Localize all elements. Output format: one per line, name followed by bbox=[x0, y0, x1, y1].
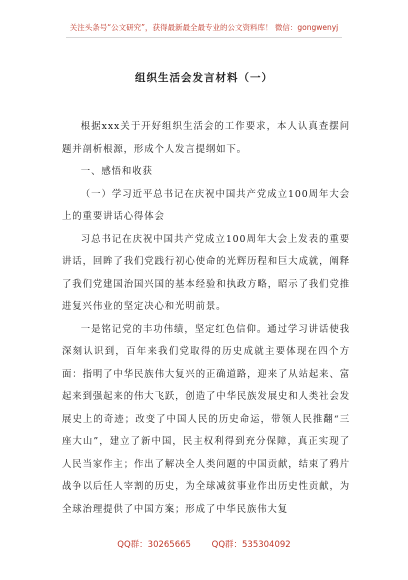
subsection-heading: （一）学习近平总书记在庆祝中国共产党成立100周年大会上的重要讲话心得体会 bbox=[62, 188, 350, 222]
intro-paragraph: 根据xxx关于开好组织生活会的工作要求，本人认真查摆问题并剖析根源，形成个人发言提纲如下。 bbox=[62, 121, 350, 155]
header-divider bbox=[66, 37, 342, 38]
section-heading: 一、感悟和收获 bbox=[80, 166, 153, 177]
body-paragraph: 习总书记在庆祝中国共产党成立100周年大会上发表的重要讲话，回眸了我们党践行初心使命的光辉历程和巨大成就，阐释了我们党建国治国兴国的基本经验和执政方略，昭示了我们党推进复兴伟业的坚定决心和光明前景。 bbox=[62, 233, 350, 312]
body-paragraph: 一是铭记党的丰功伟绩，坚定红色信仰。通过学习讲话使我深刻认识到，百年来我们党取得的历史成就主要体现在四个方面：指明了中华民族伟大复兴的正确道路，迎来了从站起来、富起来到强起来的伟大飞跃，创造了中华民族发展史和人类社会发展史上的奇迹；改变了中国人民的历史命运，带领人民推翻“三座大山”，建立了新中国，民主权利得到充分保障，真正实现了人民当家作主；作出了解决全人类问题的中国贡献，结束了鸦片战争以后任人宰割的历史，为全球减贫事业作出历史性贡献，为全球治理提供了中国方案；形成了中华民族伟大复 bbox=[62, 323, 350, 515]
document-title: 组织生活会发言材料（一） bbox=[135, 72, 273, 84]
footer bbox=[0, 538, 408, 550]
footer-qq-group-2: QQ群：535304092 bbox=[211, 540, 291, 550]
header-promo-note: 关注头条号“公文研究”，获得最新最全最专业的公文资料库！ 微信：gongwenyj bbox=[69, 23, 339, 32]
document-body bbox=[62, 116, 350, 521]
footer-qq-group-1: QQ群：30265665 bbox=[117, 540, 191, 550]
